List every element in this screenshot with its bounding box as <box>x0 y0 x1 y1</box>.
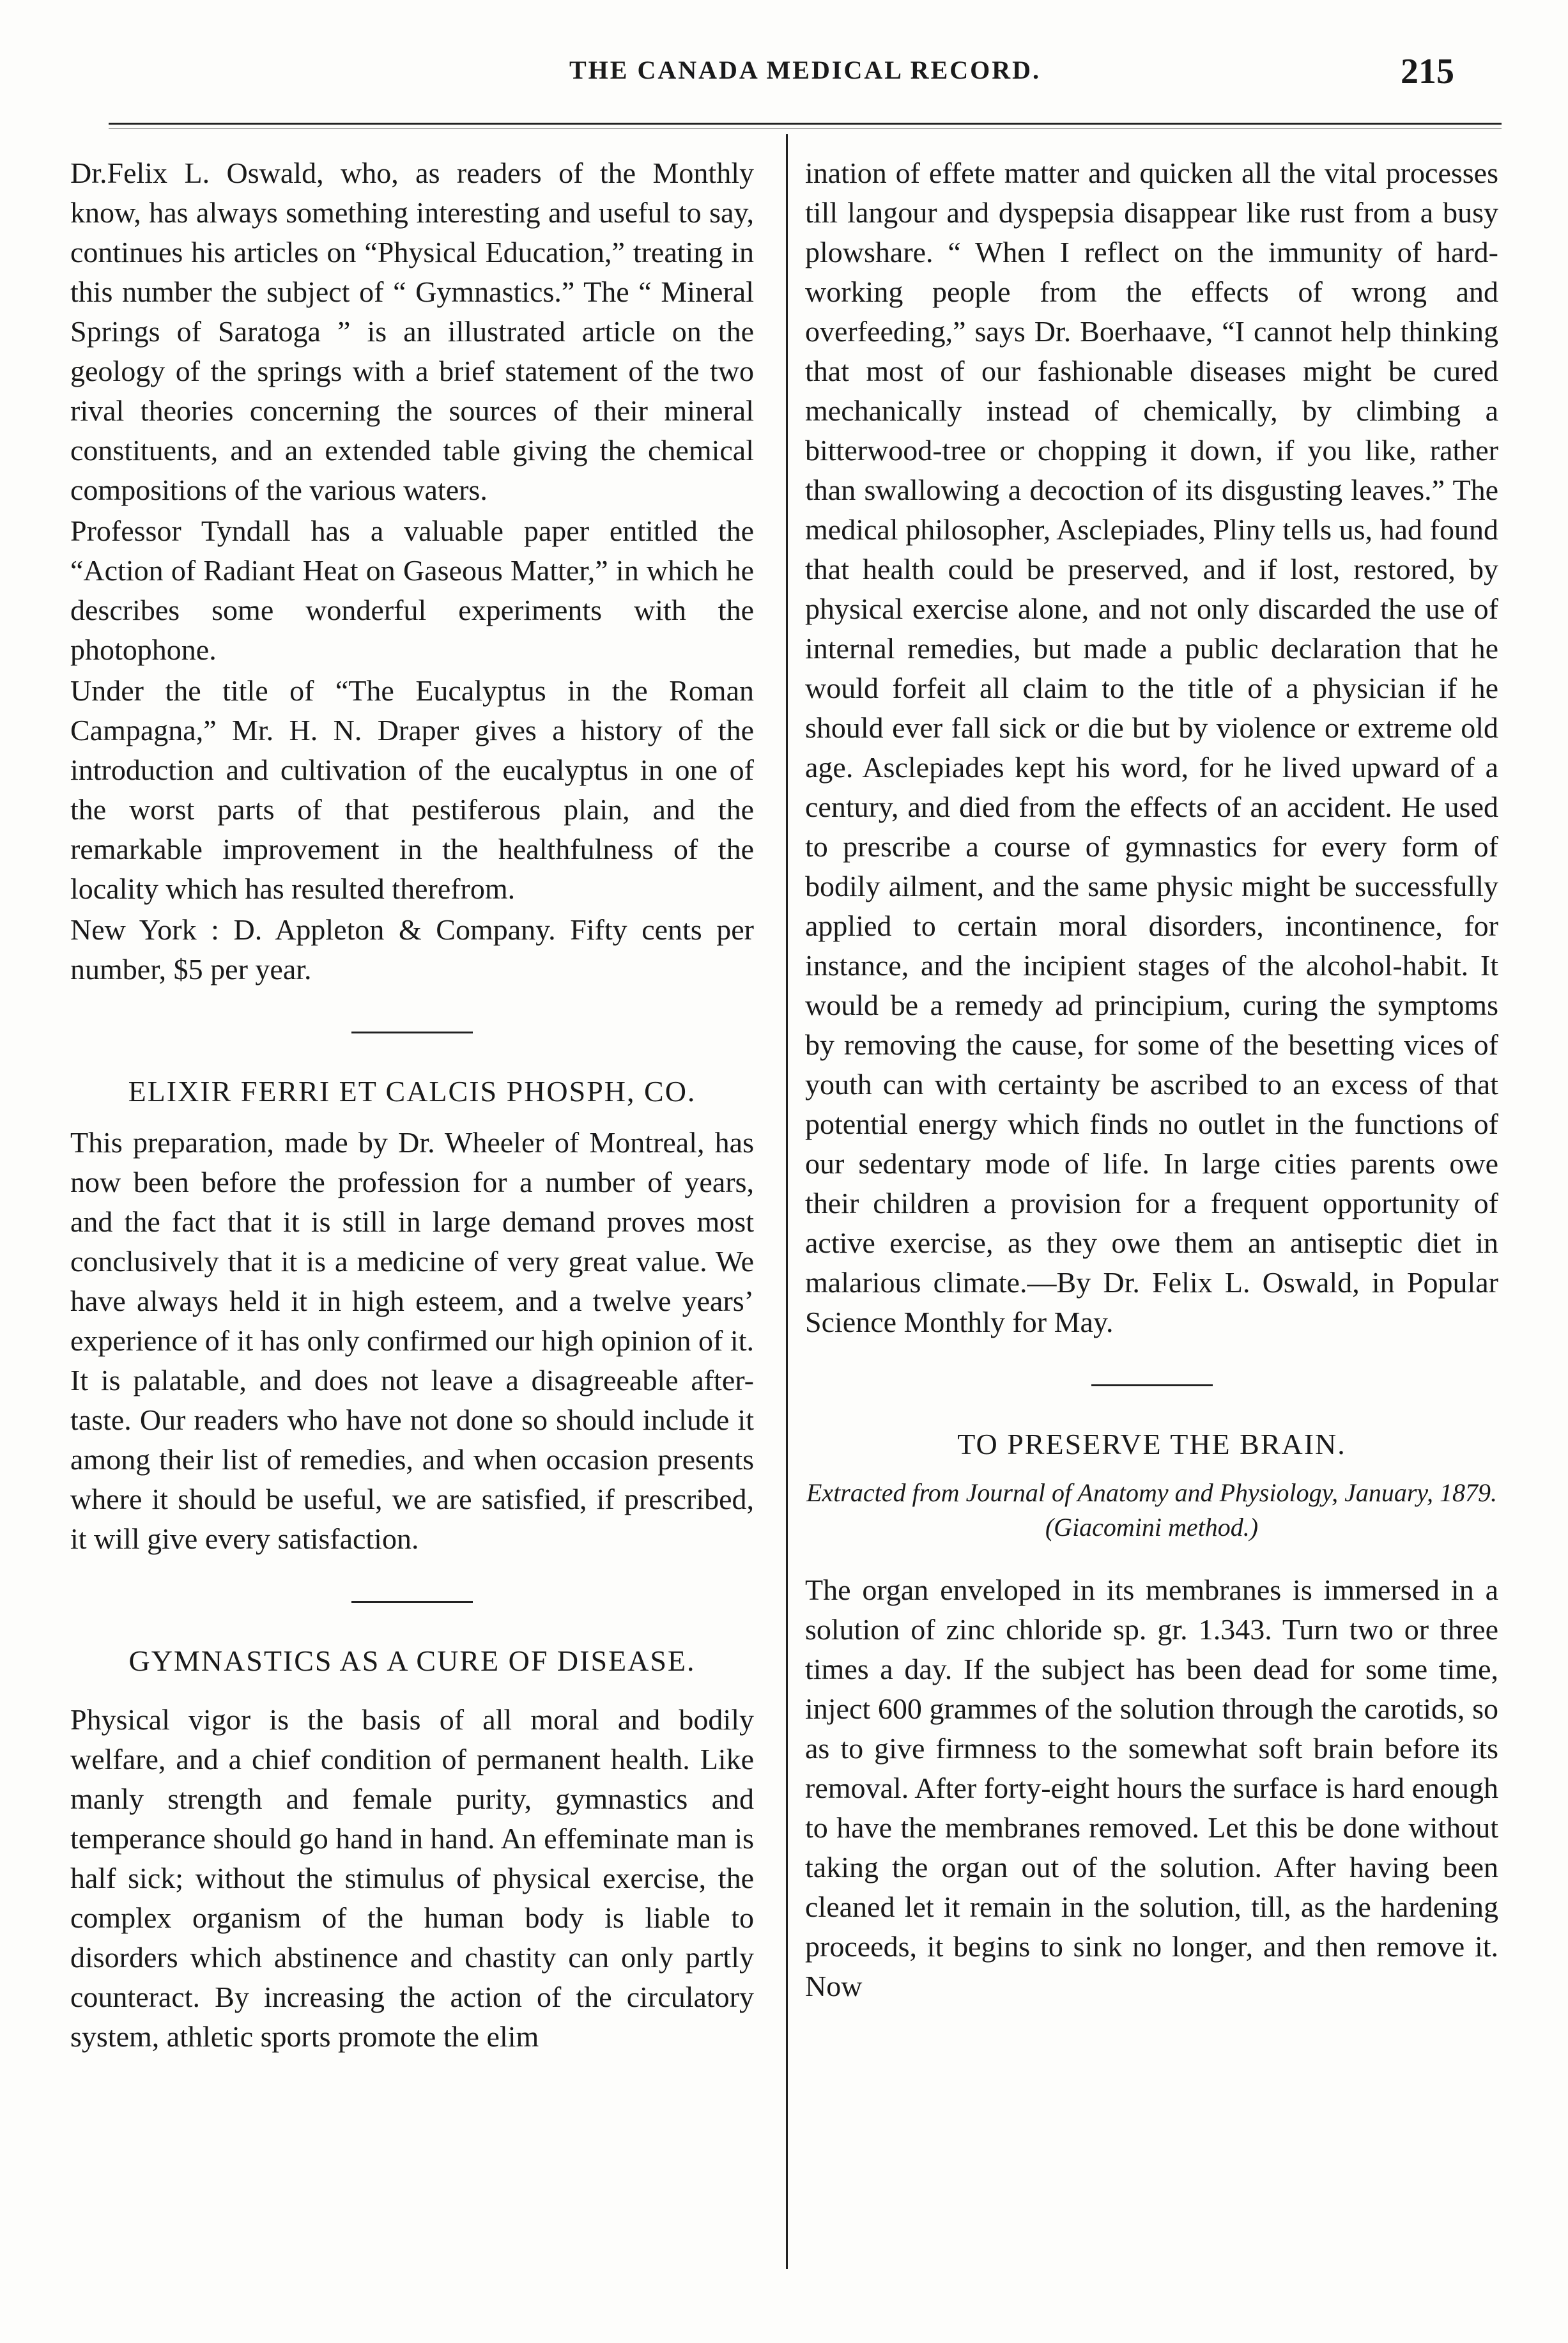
left-column <box>70 153 754 2057</box>
running-head <box>0 51 1568 102</box>
paragraph-publisher: New York : D. Appleton & Company. Fifty cents per number, $5 per year. <box>70 913 754 986</box>
paragraph-eucalyptus: Under the title of “The Eucalyptus in the Roman Campagna,” Mr. H. N. Draper gives a history of the introduction and cultivation of the eucalyptus in one of the worst parts of that pestiferous plain, and the remarkable improvement in the healthfulness of the locality which has resulted therefrom. <box>70 674 754 905</box>
heading-preserve-brain: TO PRESERVE THE BRAIN. <box>957 1428 1346 1460</box>
section-separator <box>1091 1384 1213 1386</box>
heading-elixir: ELIXIR FERRI ET CALCIS PHOSPH, CO. <box>128 1075 696 1108</box>
paragraph-gymnastics-continued: ination of effete matter and quicken all the vital processes till langour and dyspepsia disappear like rust from a busy plowshare. “ When I reflect on the immunity of hard-working people from the effects of wrong and overfeeding,” says Dr. Boerhaave, “I cannot help thinking that most of our fashionable diseases might be cured mechanically instead of chemically, by climbing a bitterwood-tree or chopping it down, if you like, rather than swallowing a decoction of its disgusting leaves.” The medical philosopher, Asclepiades, Pliny tells us, had found that health could be preserved, and if lost, restored, by physical exercise alone, and not only discarded the use of internal remedies, but made a public declaration that he would forfeit all claim to the title of a physician if he should ever fall sick or die but by violence or extreme old age. Asclepiades kept his word, for he lived upward of a century, and died from the effects of an accident. He used to prescribe a course of gymnastics for every form of bodily ailment, and the same physic might be successfully applied to certain moral disorders, incontinence, for instance, and the incipient stages of the alcohol-habit. It would be a remedy ad principium, curing the symptoms by removing the cause, for some of the besetting vices of youth can with certainty be ascribed to an excess of that potential energy which finds no outlet in the functions of our sedentary mode of life. In large cities parents owe their children a provision for a frequent opportunity of active exercise, as they owe them an antiseptic diet in malarious climate.—By Dr. Felix L. Oswald, in Popular Science Monthly for May. <box>805 157 1498 1338</box>
page-number: 215 <box>1401 52 1454 91</box>
subheading-source: Extracted from Journal of Anatomy and Physiology, January, 1879. (Giacomini method.) <box>806 1478 1497 1542</box>
paragraph-gymnastics: Physical vigor is the basis of all moral and bodily welfare, and a chief condition of permanent health. Like manly strength and female purity, gymnastics and temperance should go hand in hand. An effeminate man is half sick; without the stimulus of physical exercise, the complex organism of the human body is liable to disorders which abstinence and chastity can only partly counteract. By increasing the action of the circulatory system, athletic sports promote the elim <box>70 1703 754 2053</box>
heading-gymnastics: GYMNASTICS AS A CURE OF DISEASE. <box>128 1644 696 1677</box>
running-title: THE CANADA MEDICAL RECORD. <box>569 56 1041 84</box>
column-divider <box>786 134 788 2269</box>
section-separator <box>351 1601 473 1603</box>
paragraph-tyndall: Professor Tyndall has a valuable paper entitled the “Action of Radiant Heat on Gaseous Matter,” in which he describes some wonderful experiments with the photophone. <box>70 514 754 666</box>
header-rule <box>109 123 1502 125</box>
paragraph-preserve-brain: The organ enveloped in its membranes is immersed in a solution of zinc chloride sp. gr. 1.343. Turn two or three times a day. If the subject has been dead for some time, inject 600 grammes of the solution through the carotids, so as to give firmness to the somewhat soft brain before its removal. After forty-eight hours the surface is hard enough to have the membranes removed. Let this be done without taking the organ out of the solution. After having been cleaned let it remain in the solution, till, as the hardening proceeds, it begins to sink no longer, and then remove it. Now <box>805 1574 1498 2002</box>
paragraph-oswald-monthly: Dr.Felix L. Oswald, who, as readers of the Monthly know, has always something interesting and useful to say, continues his articles on “Physical Education,” treating in this number the subject of “ Gymnastics.” The “ Mineral Springs of Saratoga ” is an illustrated article on the geology of the springs with a brief statement of the two rival theories concerning the sources of their mineral constituents, and an extended table giving the chemical compositions of the various waters. <box>70 157 754 506</box>
section-separator <box>351 1032 473 1033</box>
right-column <box>805 153 1498 2006</box>
paragraph-elixir: This preparation, made by Dr. Wheeler of Montreal, has now been before the profession for a number of years, and the fact that it is still in large demand proves most conclusively that it is a medicine of very great value. We have always held it in high esteem, and a twelve years’ experience of it has only confirmed our high opinion of it. It is palatable, and does not leave a disagreeable after-taste. Our readers who have not done so should include it among their list of remedies, and when occasion presents where it should be useful, we are satisfied, if prescribed, it will give every satisfaction. <box>70 1126 754 1555</box>
